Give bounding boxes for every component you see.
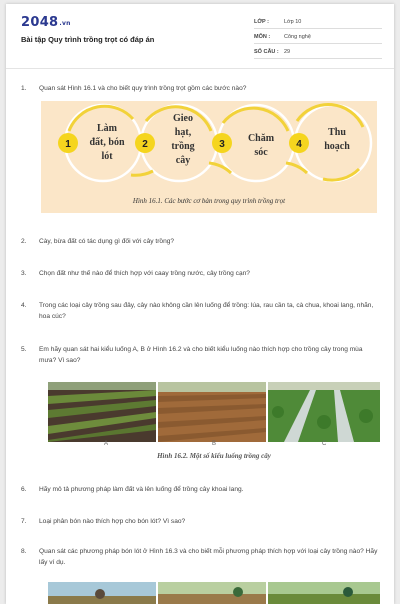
logo-suffix: .vn xyxy=(59,20,71,27)
header-divider xyxy=(6,68,394,69)
question-text: Chọn đất như thế nào để thích hợp với caay trồng nước, cây trồng cạn? xyxy=(39,270,250,277)
document-header xyxy=(6,4,394,64)
meta-key: LỚP : xyxy=(254,19,269,25)
photo-c xyxy=(268,382,380,442)
step-2-label: Gieo xyxy=(173,113,193,124)
question-number: 7. xyxy=(21,518,27,525)
figure-caption: Hình 16.2. Một số kiểu luống trồng cây xyxy=(157,452,271,460)
question-text: Quan sát các phương pháp bón lót ở Hình 16.3 và cho biết mỗi phương pháp thích hợp với loại cây trồng nào? Hãy lấy ví dụ. xyxy=(39,548,378,566)
photo-a xyxy=(48,382,156,442)
meta-key: MÔN : xyxy=(254,34,271,40)
question-number: 5. xyxy=(21,346,27,353)
question-number: 1. xyxy=(21,85,27,92)
photo-label-b: B xyxy=(212,441,217,447)
question-text: Trong các loại cây trồng sau đây, cây nào không cần lên luống để trồng: lúa, rau cần ta, cà chua, khoai lang, nhãn, hoa cúc? xyxy=(39,302,374,320)
question-text: Cày, bừa đất có tác dụng gì đối với cây trồng? xyxy=(39,238,175,245)
question-number: 8. xyxy=(21,548,27,555)
question-number: 2. xyxy=(21,238,27,245)
figure-16-1 xyxy=(41,101,377,213)
meta-value: Lớp 10 xyxy=(284,19,302,25)
question-text: Loại phân bón nào thích hợp cho bón lót? Vì sao? xyxy=(39,518,186,525)
step-1-number: 1 xyxy=(65,139,71,150)
arrow-arc xyxy=(323,169,359,180)
step-2-number: 2 xyxy=(142,139,148,150)
logo-text: 2048 xyxy=(21,15,59,30)
meta-row-grade xyxy=(254,16,382,29)
step-2-label: cây xyxy=(175,155,191,166)
photo-b xyxy=(158,382,266,442)
figure-16-3-photos xyxy=(48,582,380,604)
question-text: Hãy mô tả phương pháp làm đất và lên luống để trồng cây khoai lang. xyxy=(39,486,244,493)
step-3-label: Chăm xyxy=(247,133,275,144)
meta-value: 29 xyxy=(284,49,291,55)
question-number: 3. xyxy=(21,270,27,277)
meta-row-subject xyxy=(254,31,382,44)
question-text: Em hãy quan sát hai kiểu luống A, B ở Hình 16.2 và cho biết kiểu luống nào thích hợp cho trồng cây trong mùa mưa? Vì sao? xyxy=(39,346,363,364)
meta-info xyxy=(254,16,382,61)
question-text: Quan sát Hình 16.1 và cho biết quy trình trồng trọt gồm các bước nào? xyxy=(39,85,247,92)
step-3-label: sóc xyxy=(254,147,268,158)
step-1-label: Làm xyxy=(97,123,117,134)
step-2-label: hạt, xyxy=(174,127,192,138)
photo-label-a: A xyxy=(104,441,109,447)
site-logo[interactable] xyxy=(21,15,71,30)
step-2-label: trồng xyxy=(171,141,195,152)
meta-value: Công nghệ xyxy=(284,34,311,40)
step-4-label: Thu xyxy=(328,127,346,138)
document-page xyxy=(6,4,394,604)
step-1-label: lót xyxy=(101,151,113,162)
step-3-number: 3 xyxy=(219,139,225,150)
meta-key: SỐ CÂU : xyxy=(254,49,279,55)
step-4-number: 4 xyxy=(296,139,302,150)
arrow-arc xyxy=(131,171,153,175)
document-title: Bài tập Quy trình trồng trọt có đáp án xyxy=(21,35,155,44)
question-number: 4. xyxy=(21,302,27,309)
step-1-label: đất, bón xyxy=(89,137,125,148)
step-4-label: hoạch xyxy=(324,141,350,152)
figure-caption: Hình 16.1. Các bước cơ bản trong quy trình trồng trọt xyxy=(132,197,286,205)
meta-row-count xyxy=(254,46,382,59)
photo-label-c: C xyxy=(322,441,327,447)
question-number: 6. xyxy=(21,486,27,493)
